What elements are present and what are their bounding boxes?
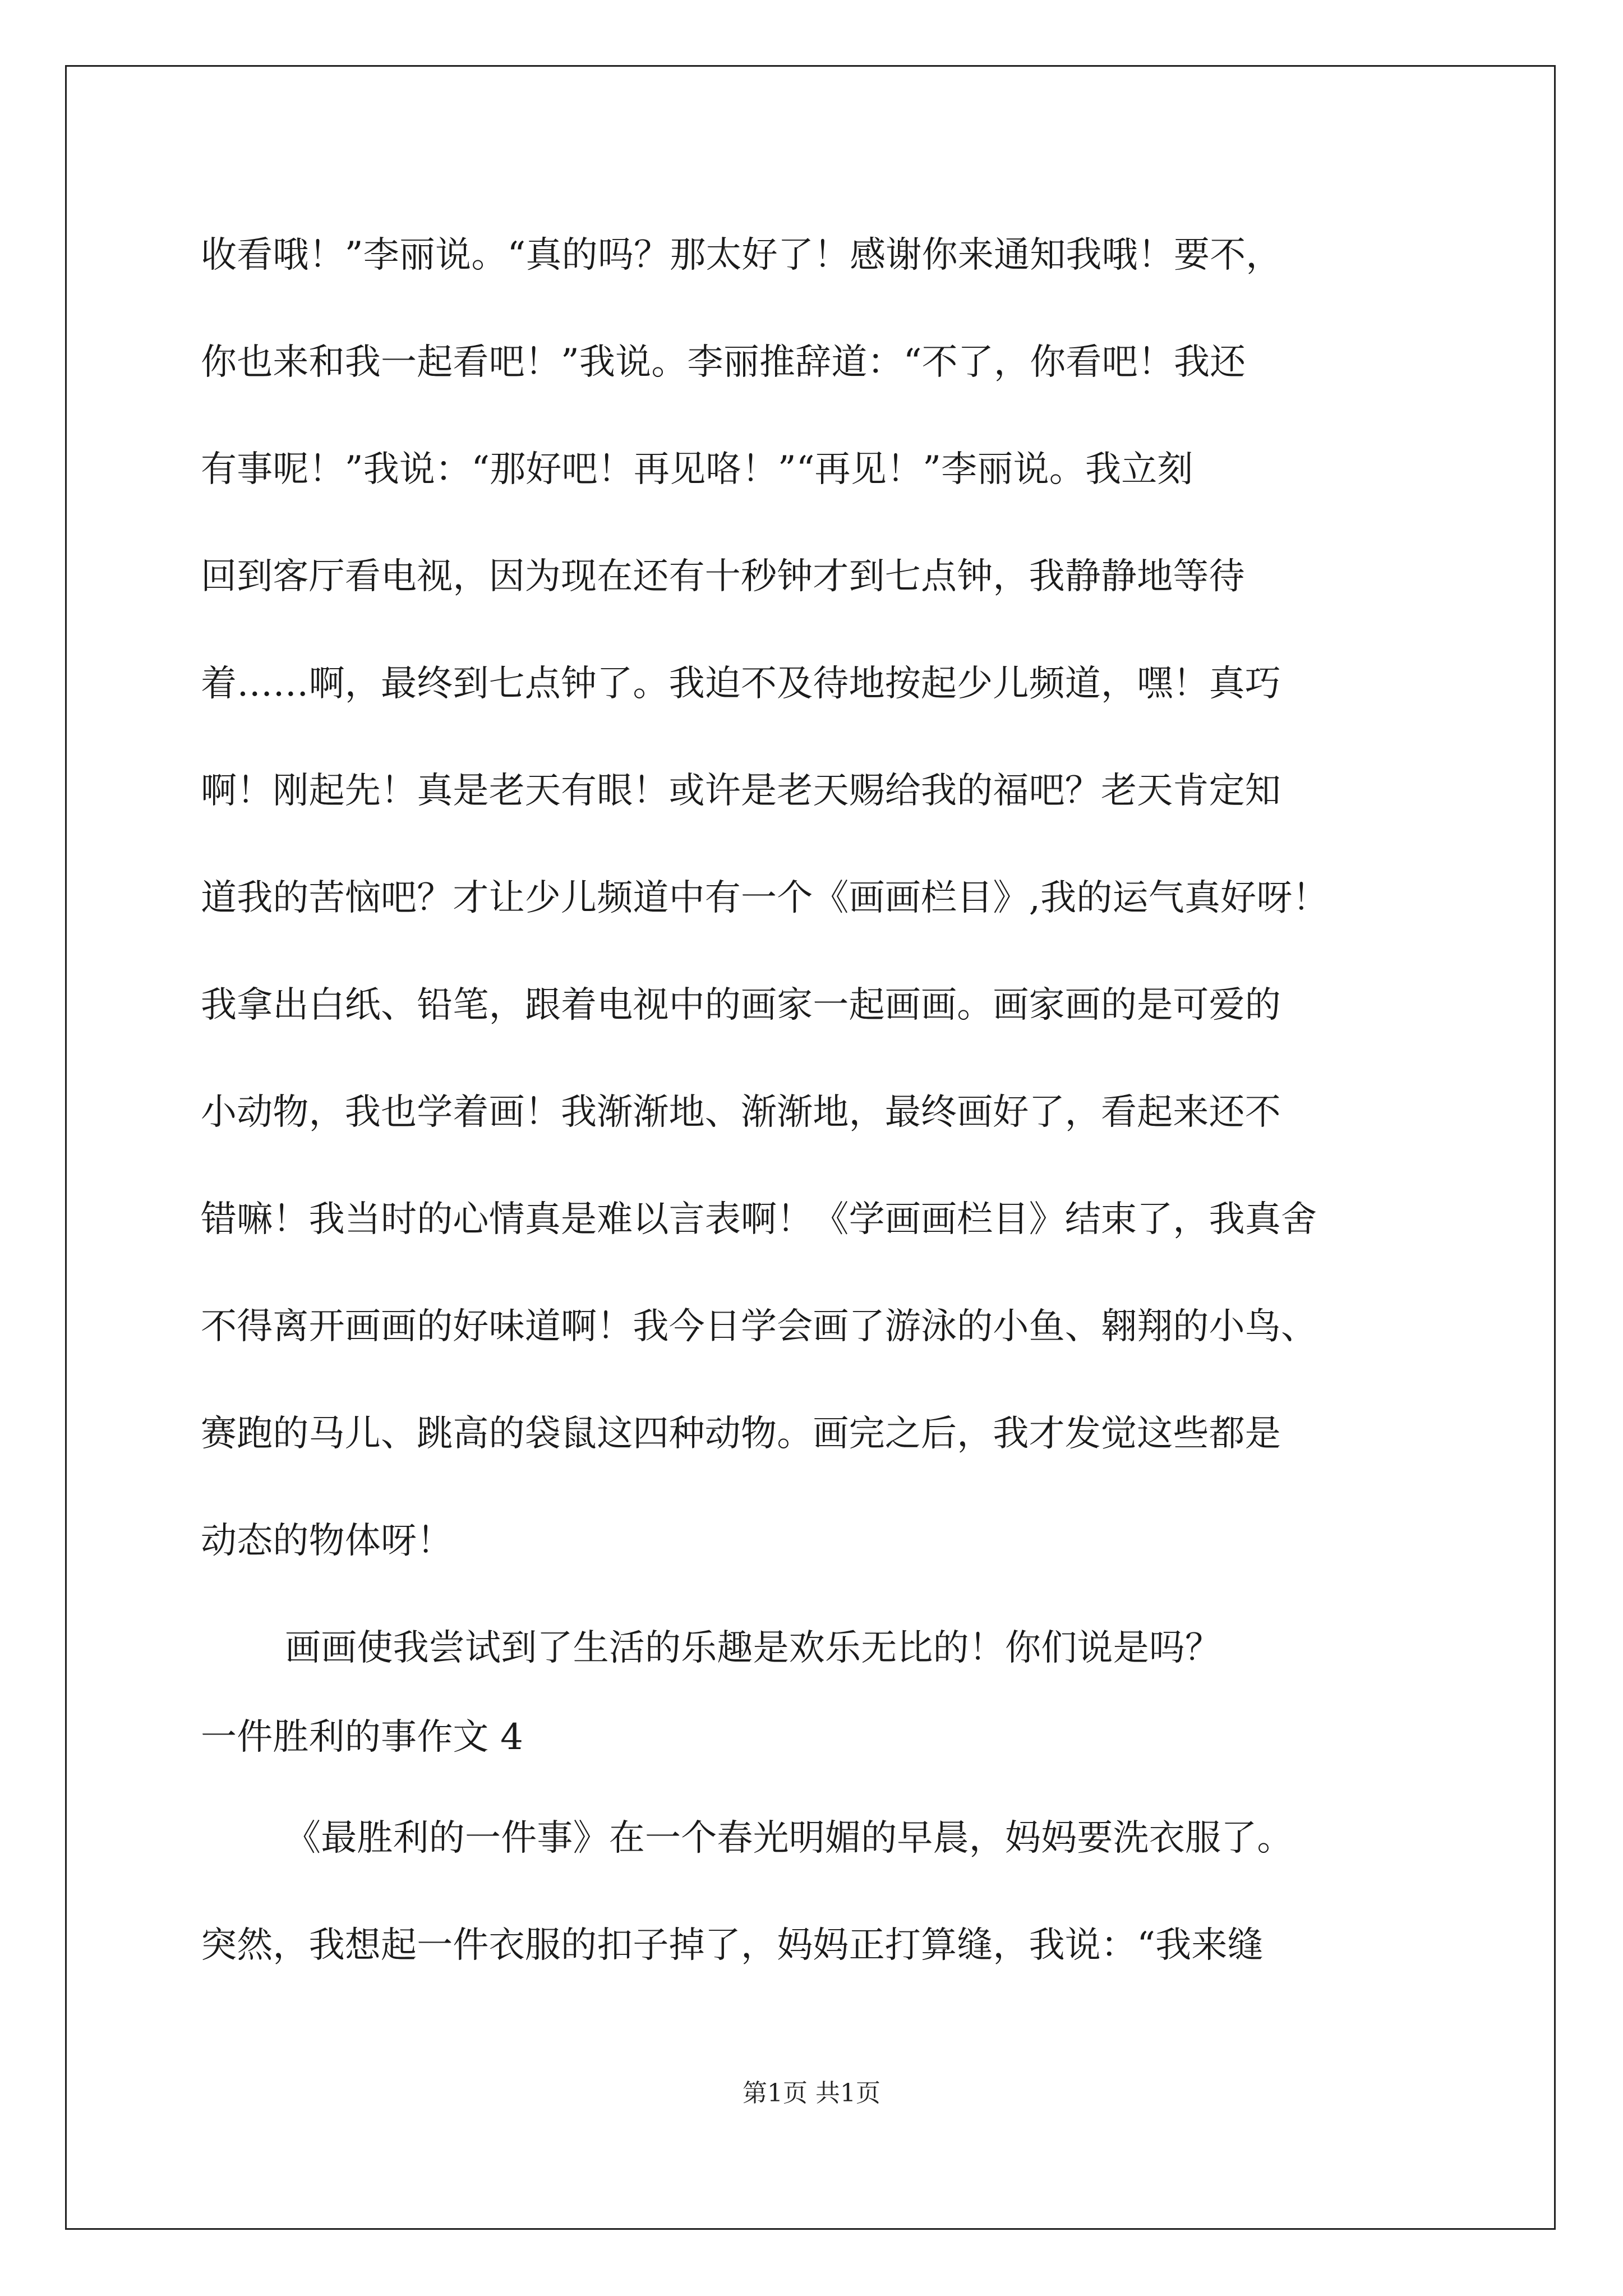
section-heading: 一件胜利的事作文 4	[201, 1717, 524, 1758]
body-line: 回到客厅看电视，因为现在还有十秒钟才到七点钟，我静静地等待	[201, 556, 1245, 597]
body-line: 着……啊，最终到七点钟了。我迫不及待地按起少儿频道，嘿！真巧	[201, 663, 1281, 705]
body-line: 收看哦！”李丽说。“真的吗？那太好了！感谢你来通知我哦！要不，	[201, 234, 1282, 276]
body-line: 小动物，我也学着画！我渐渐地、渐渐地，最终画好了，看起来还不	[201, 1092, 1281, 1133]
closing-paragraph: 画画使我尝试到了生活的乐趣是欢乐无比的！你们说是吗？	[285, 1627, 1221, 1669]
body-line: 动态的物体呀！	[201, 1520, 453, 1562]
next-paragraph-line: 《最胜利的一件事》在一个春光明媚的早晨，妈妈要洗衣服了。	[285, 1818, 1293, 1859]
body-line: 错嘛！我当时的心情真是难以言表啊！《学画画栏目》结束了，我真舍	[201, 1199, 1317, 1240]
body-line: 我拿出白纸、铅笔，跟着电视中的画家一起画画。画家画的是可爱的	[201, 984, 1281, 1026]
body-line: 赛跑的马儿、跳高的袋鼠这四种动物。画完之后，我才发觉这些都是	[201, 1413, 1281, 1455]
body-line: 不得离开画画的好味道啊！我今日学会画了游泳的小鱼、翱翔的小鸟、	[201, 1306, 1317, 1347]
body-line: 有事呢！”我说：“那好吧！再见咯！”“再见！”李丽说。我立刻	[201, 449, 1193, 490]
body-line: 啊！刚起先！真是老天有眼！或许是老天赐给我的福吧？老天肯定知	[201, 770, 1281, 812]
page-footer: 第1页 共1页	[743, 2079, 880, 2108]
next-paragraph-line: 突然，我想起一件衣服的扣子掉了，妈妈正打算缝，我说：“我来缝	[201, 1925, 1264, 1966]
body-line: 道我的苦恼吧？才让少儿频道中有一个《画画栏目》,我的运气真好呀！	[201, 877, 1329, 919]
body-line: 你也来和我一起看吧！”我说。李丽推辞道：“不了，你看吧！我还	[201, 342, 1246, 383]
